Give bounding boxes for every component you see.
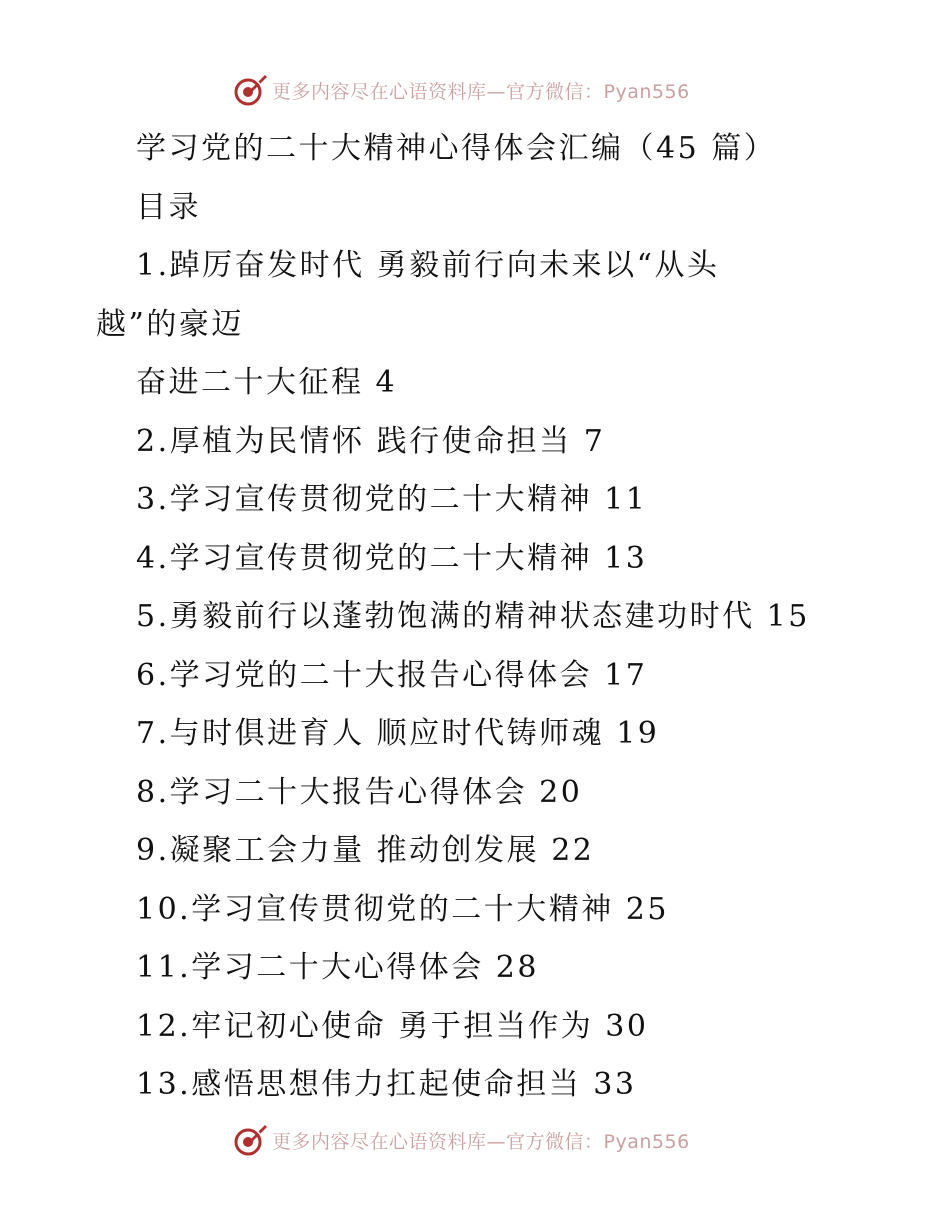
toc-entry: 2.厚植为民情怀 践行使命担当 7 bbox=[136, 423, 606, 459]
toc-entry: 奋进二十大征程 4 bbox=[136, 365, 398, 400]
toc-entry: 9.凝聚工会力量 推动创发展 22 bbox=[136, 833, 595, 868]
footer-watermark bbox=[232, 1120, 690, 1160]
document-title: 学习党的二十大精神心得体会汇编（45 篇） bbox=[136, 131, 777, 166]
toc-entry: 10.学习宣传贯彻党的二十大精神 25 bbox=[136, 891, 669, 927]
toc-heading: 目录 bbox=[136, 189, 201, 225]
toc-entry: 13.感悟思想伟力扛起使命担当 33 bbox=[136, 1067, 637, 1102]
toc-entry: 8.学习二十大报告心得体会 20 bbox=[136, 774, 583, 810]
watermark-text: 更多内容尽在心语资料库—官方微信：Pyan556 bbox=[272, 1130, 690, 1153]
header-watermark bbox=[232, 70, 690, 110]
watermark-text: 更多内容尽在心语资料库—官方微信：Pyan556 bbox=[272, 80, 690, 103]
toc-entry: 越”的豪迈 bbox=[96, 306, 244, 342]
toc-entry: 3.学习宣传贯彻党的二十大精神 11 bbox=[136, 482, 648, 517]
toc-entry: 6.学习党的二十大报告心得体会 17 bbox=[136, 657, 648, 693]
toc-entry: 11.学习二十大心得体会 28 bbox=[136, 950, 539, 985]
toc-entry: 4.学习宣传贯彻党的二十大精神 13 bbox=[136, 540, 648, 576]
toc-entry: 1.踔厉奋发时代 勇毅前行向未来以“从头 bbox=[136, 248, 720, 283]
document-body bbox=[0, 120, 950, 1115]
toc-entry: 7.与时俱进育人 顺应时代铸师魂 19 bbox=[136, 716, 660, 751]
pen-logo-icon bbox=[232, 1122, 268, 1158]
pen-logo-icon bbox=[232, 72, 268, 108]
toc-entry: 12.牢记初心使命 勇于担当作为 30 bbox=[136, 1008, 649, 1044]
toc-entry: 5.勇毅前行以蓬勃饱满的精神状态建功时代 15 bbox=[136, 599, 810, 634]
